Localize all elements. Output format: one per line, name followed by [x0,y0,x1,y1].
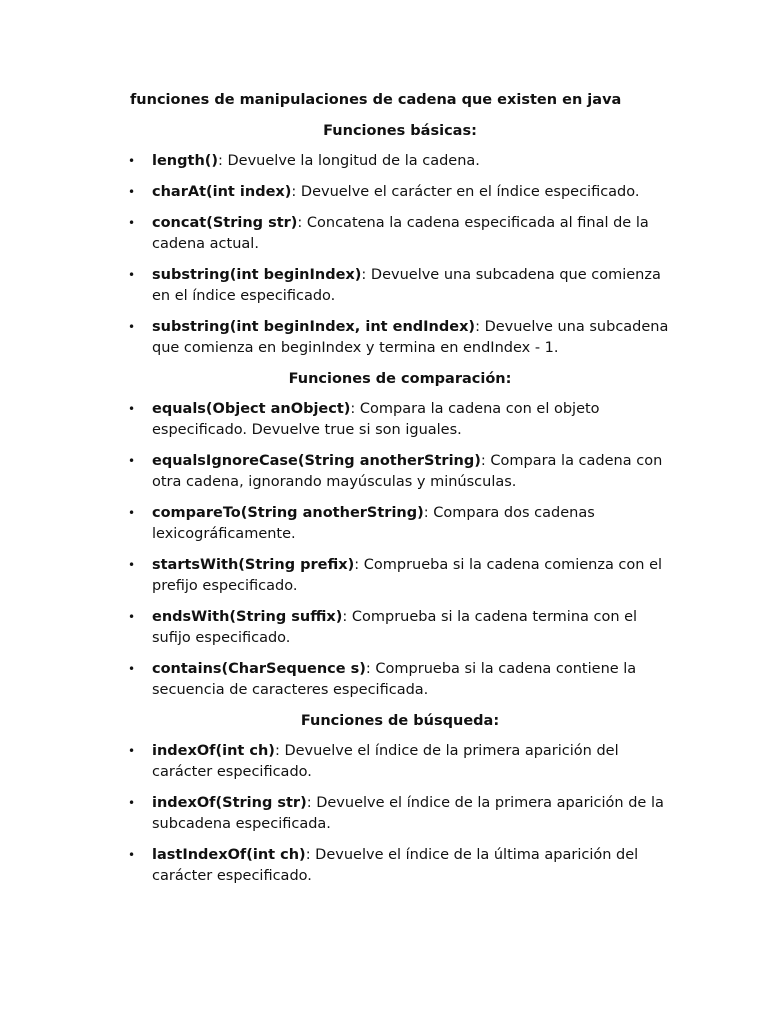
section-heading-busqueda: Funciones de búsqueda: [300,713,500,729]
function-description: : Devuelve el índice de la primera aparición del carácter especificado. [152,743,619,780]
function-signature: indexOf(int ch) [152,743,275,759]
list-item [130,265,670,307]
function-signature: compareTo(String anotherString) [152,505,424,521]
bullet-icon: • [128,744,136,758]
function-description: : Concatena la cadena especificada al final de la cadena actual. [152,215,649,252]
function-list-basicas [130,151,670,359]
function-description: : Devuelve la longitud de la cadena. [218,153,480,169]
bullet-icon: • [128,454,136,468]
function-signature: endsWith(String suffix) [152,609,343,625]
list-item [130,182,670,203]
bullet-icon: • [128,506,136,520]
list-item [130,607,670,649]
function-description: : Compara la cadena con otra cadena, ignorando mayúsculas y minúsculas. [152,453,663,490]
list-item [130,451,670,493]
bullet-icon: • [128,185,136,199]
section-heading-basicas: Funciones básicas: [323,123,477,139]
function-signature: lastIndexOf(int ch) [152,847,306,863]
section-heading-comparacion: Funciones de comparación: [288,371,512,387]
bullet-icon: • [128,320,136,334]
bullet-icon: • [128,216,136,230]
function-signature: contains(CharSequence s) [152,661,366,677]
bullet-icon: • [128,848,136,862]
function-list-comparacion [130,399,670,701]
document-title: funciones de manipulaciones de cadena que existen en java [130,92,622,108]
list-item [130,399,670,441]
list-item [130,845,670,887]
function-description: : Devuelve el índice de la última aparición del carácter especificado. [152,847,639,884]
function-signature: indexOf(String str) [152,795,307,811]
function-description: : Comprueba si la cadena comienza con el prefijo especificado. [152,557,663,594]
list-item [130,793,670,835]
bullet-icon: • [128,662,136,676]
function-description: : Comprueba si la cadena contiene la secuencia de caracteres especificada. [152,661,637,698]
document-page [130,90,670,897]
bullet-icon: • [128,154,136,168]
function-signature: startsWith(String prefix) [152,557,355,573]
list-item [130,503,670,545]
function-description: : Compara dos cadenas lexicográficamente. [152,505,595,542]
function-description: : Devuelve una subcadena que comienza en beginIndex y termina en endIndex - 1. [152,319,669,356]
bullet-icon: • [128,796,136,810]
function-description: : Compara la cadena con el objeto especificado. Devuelve true si son iguales. [152,401,600,438]
function-list-busqueda [130,741,670,887]
function-signature: concat(String str) [152,215,298,231]
function-signature: equalsIgnoreCase(String anotherString) [152,453,481,469]
list-item [130,151,670,172]
function-signature: charAt(int index) [152,184,292,200]
function-signature: length() [152,153,219,169]
bullet-icon: • [128,610,136,624]
list-item [130,659,670,701]
bullet-icon: • [128,402,136,416]
function-signature: substring(int beginIndex, int endIndex) [152,319,476,335]
bullet-icon: • [128,558,136,572]
list-item [130,741,670,783]
list-item [130,317,670,359]
function-signature: substring(int beginIndex) [152,267,362,283]
list-item [130,213,670,255]
function-signature: equals(Object anObject) [152,401,351,417]
function-description: : Devuelve una subcadena que comienza en el índice especificado. [152,267,661,304]
function-description: : Devuelve el índice de la primera aparición de la subcadena especificada. [152,795,664,832]
bullet-icon: • [128,268,136,282]
function-description: : Comprueba si la cadena termina con el sufijo especificado. [152,609,638,646]
list-item [130,555,670,597]
function-description: : Devuelve el carácter en el índice especificado. [291,184,640,200]
